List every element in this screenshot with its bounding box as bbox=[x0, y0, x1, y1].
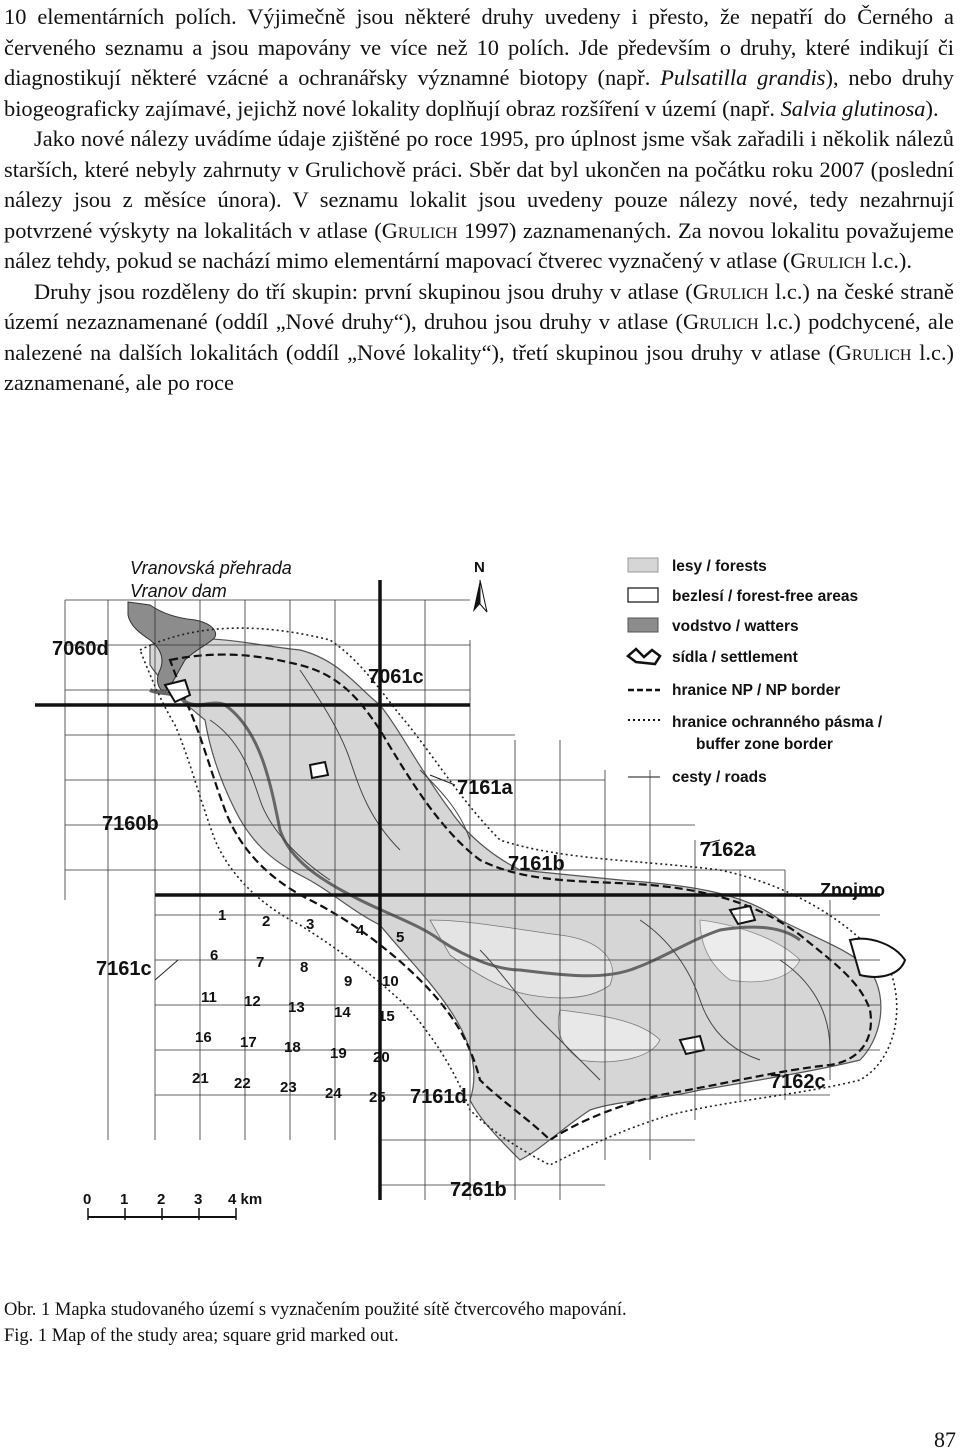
map-svg bbox=[0, 540, 960, 1220]
dam-label-en: Vranov dam bbox=[130, 581, 227, 601]
cell-number: 18 bbox=[284, 1039, 301, 1056]
legend-label: buffer zone border bbox=[696, 736, 833, 753]
quadrant-label: 7261b bbox=[450, 1179, 507, 1201]
legend-swatch-water bbox=[628, 618, 658, 632]
north-arrow-half bbox=[473, 580, 480, 612]
species-name: Salvia glutinosa bbox=[780, 95, 926, 121]
cell-number: 1 bbox=[218, 907, 227, 924]
paragraph-2 bbox=[4, 124, 954, 277]
north-label: N bbox=[474, 559, 485, 576]
scale-tick-label: 3 bbox=[194, 1191, 203, 1208]
cell-number: 19 bbox=[330, 1045, 347, 1062]
body-text bbox=[4, 2, 954, 399]
north-arrow-half bbox=[480, 580, 487, 612]
author-name: Grulich bbox=[835, 339, 912, 365]
legend-label: cesty / roads bbox=[672, 769, 767, 786]
text-run: ), nebo druhy biogeograficky zajímavé, jejichž nové lokality doplňují obraz rozšíření v území (např. bbox=[4, 65, 954, 121]
cell-numbers bbox=[192, 907, 404, 1106]
legend-swatch-forest-free bbox=[628, 588, 658, 602]
dam-label-cz: Vranovská přehrada bbox=[130, 558, 292, 578]
scale-bar bbox=[83, 1191, 262, 1220]
map-legend bbox=[628, 558, 883, 786]
quadrant-label: 7060d bbox=[52, 638, 109, 660]
cell-number: 12 bbox=[244, 993, 261, 1010]
page-number: 87 bbox=[934, 1427, 956, 1452]
author-name: Grulich bbox=[692, 278, 769, 304]
quadrant-label: 7160b bbox=[102, 813, 159, 835]
cell-number: 23 bbox=[280, 1079, 297, 1096]
cell-number: 20 bbox=[373, 1049, 390, 1066]
cell-number: 10 bbox=[382, 973, 399, 990]
settlement bbox=[310, 762, 328, 778]
cell-number: 4 bbox=[356, 922, 365, 939]
cell-number: 14 bbox=[334, 1004, 351, 1021]
text-run: l.c.). bbox=[865, 248, 912, 273]
text-run: 10 elementárních polích. Výjimečně jsou některé druhy uvedeny i přesto, že nepatří do Černého a červeného seznamu a jsou mapovány ve více než 10 polích. Jde především o druhy, které indikují či diagnostikují některé vzácné a ochranářsky významné biotopy (např. bbox=[4, 4, 954, 90]
legend-label: hranice ochranného pásma / bbox=[672, 714, 883, 731]
figure-caption bbox=[4, 1297, 944, 1349]
legend-swatch-settlement bbox=[628, 649, 660, 664]
legend-label: lesy / forests bbox=[672, 558, 767, 575]
cell-number: 22 bbox=[234, 1075, 251, 1092]
cell-number: 9 bbox=[344, 973, 353, 990]
cell-number: 2 bbox=[262, 913, 271, 930]
scale-tick-label: 4 km bbox=[228, 1191, 263, 1208]
caption-en: Fig. 1 Map of the study area; square grid marked out. bbox=[4, 1326, 399, 1346]
quadrant-label: 7161c bbox=[96, 958, 152, 980]
text-run: ). bbox=[925, 95, 939, 121]
quadrant-label: 7161a bbox=[457, 777, 513, 799]
author-name: Grulich bbox=[790, 248, 866, 273]
legend-label: sídla / settlement bbox=[672, 649, 798, 666]
cell-number: 21 bbox=[192, 1070, 209, 1087]
scale-tick-label: 1 bbox=[120, 1191, 129, 1208]
legend-label: bezlesí / forest-free areas bbox=[672, 588, 859, 605]
legend-label: vodstvo / watters bbox=[672, 618, 799, 635]
paragraph-3 bbox=[4, 277, 954, 399]
cell-number: 7 bbox=[256, 954, 265, 971]
text-run: Jako nové nálezy uvádíme údaje zjištěné po roce 1995, pro úplnost jsme však zařadili i několik nálezů starších, které nebyly zahrnuty v Grulichově práci. Sběr dat byl ukončen na počátku roku 2007 (poslední nálezy jsou z měsíce února). V seznamu lokalit jsou uvedeny pouze nálezy nové, tedy nezahrnují potvrzené výskyty na lokalitách v atlase ( bbox=[4, 126, 954, 243]
text-run: Druhy jsou rozděleny do tří skupin: první skupinou jsou druhy v atlase ( bbox=[34, 278, 693, 304]
cell-number: 25 bbox=[369, 1089, 386, 1106]
scale-tick-label: 0 bbox=[83, 1191, 92, 1208]
caption-cz: Obr. 1 Mapka studovaného území s vyznačením použité sítě čtvercového mapování. bbox=[4, 1300, 627, 1320]
north-arrow-icon bbox=[473, 559, 487, 612]
author-name: Grulich bbox=[682, 309, 759, 334]
study-area-map bbox=[0, 540, 960, 1220]
text-run: l.c.) podchycené, ale nalezené na dalších lokalitách (oddíl „Nové lokality“), třetí skupinou jsou druhy v atlase ( bbox=[4, 309, 954, 365]
town-label: Znojmo bbox=[820, 880, 885, 900]
settlement-znojmo bbox=[850, 939, 905, 977]
quadrant-label: 7162c bbox=[770, 1071, 826, 1093]
text-run: l.c.) na české straně území nezaznamenané (oddíl „Nové druhy“), druhou jsou druhy v atlase ( bbox=[4, 278, 954, 334]
cell-number: 13 bbox=[288, 999, 305, 1016]
author-name: Grulich bbox=[381, 217, 458, 243]
quadrant-label: 7162a bbox=[700, 839, 756, 861]
cell-number: 6 bbox=[210, 947, 219, 964]
legend-label: hranice NP / NP border bbox=[672, 682, 841, 699]
cell-number: 11 bbox=[201, 989, 217, 1006]
cell-number: 15 bbox=[378, 1008, 395, 1025]
quadrant-label: 7061c bbox=[368, 666, 424, 688]
cell-number: 24 bbox=[325, 1085, 342, 1102]
legend-swatch-forest bbox=[628, 558, 658, 572]
cell-number: 8 bbox=[300, 959, 309, 976]
cell-number: 5 bbox=[396, 929, 405, 946]
cell-number: 16 bbox=[195, 1029, 212, 1046]
species-name: Pulsatilla grandis bbox=[660, 65, 826, 90]
quadrant-label: 7161b bbox=[508, 853, 565, 875]
cell-number: 17 bbox=[240, 1034, 257, 1051]
text-run: 1997) zaznamenaných. Za novou lokalitu považujeme nález tehdy, pokud se nachází mimo elementární mapovací čtverec vyznačený v atlase ( bbox=[4, 217, 954, 273]
text-run: l.c.) zaznamenané, ale po roce bbox=[4, 339, 954, 395]
paragraph-1 bbox=[4, 2, 954, 124]
quadrant-label: 7161d bbox=[410, 1086, 467, 1108]
cell-number: 3 bbox=[306, 916, 315, 933]
scale-tick-label: 2 bbox=[157, 1191, 166, 1208]
